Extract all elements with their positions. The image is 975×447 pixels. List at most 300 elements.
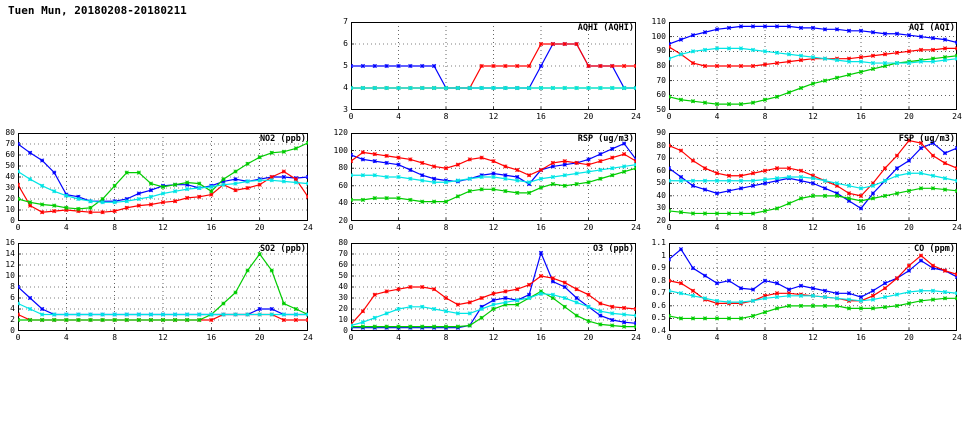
series-marker: [859, 299, 863, 303]
series-marker: [751, 179, 755, 183]
plot-svg-fsp: [669, 133, 957, 221]
series-marker: [397, 325, 401, 329]
series-marker: [270, 307, 274, 311]
series-line-day2: [669, 141, 957, 196]
series-marker: [385, 325, 389, 329]
series-marker: [883, 194, 887, 198]
series-marker: [751, 212, 755, 216]
x-tick-label: 12: [158, 223, 168, 232]
series-marker: [907, 264, 911, 268]
series-marker: [246, 180, 250, 184]
series-marker: [943, 47, 947, 51]
series-marker: [895, 61, 899, 65]
series-marker: [492, 298, 496, 302]
series-marker: [101, 201, 105, 205]
series-marker: [28, 177, 32, 181]
series-marker: [823, 179, 827, 183]
series-marker: [931, 264, 935, 268]
series-marker: [799, 284, 803, 288]
series-marker: [210, 318, 214, 322]
series-marker: [125, 199, 129, 203]
series-marker: [18, 183, 20, 187]
series-marker: [258, 313, 262, 317]
series-marker: [258, 307, 262, 311]
y-tick-label: 80: [5, 128, 15, 137]
series-marker: [551, 182, 555, 186]
series-marker: [294, 147, 298, 151]
series-marker: [361, 64, 365, 68]
series-marker: [409, 285, 413, 289]
y-tick-label: 110: [651, 17, 666, 26]
series-marker: [703, 64, 707, 68]
y-tick-label: 0.6: [651, 300, 666, 310]
series-marker: [587, 170, 591, 174]
series-marker: [727, 26, 731, 30]
series-marker: [18, 313, 20, 317]
series-marker: [669, 45, 671, 49]
series-marker: [270, 313, 274, 317]
series-marker: [551, 175, 555, 179]
series-marker: [835, 304, 839, 308]
series-marker: [504, 64, 508, 68]
series-marker: [173, 190, 177, 194]
series-marker: [775, 281, 779, 285]
series-marker: [444, 180, 448, 184]
series-marker: [955, 166, 957, 170]
series-marker: [420, 179, 424, 183]
series-marker: [811, 82, 815, 86]
series-marker: [691, 184, 695, 188]
series-marker: [563, 281, 567, 285]
series-marker: [468, 189, 472, 193]
series-marker: [955, 189, 957, 193]
series-marker: [444, 86, 448, 90]
series-marker: [210, 313, 214, 317]
series-marker: [432, 307, 436, 311]
series-marker: [775, 51, 779, 55]
series-marker: [931, 289, 935, 293]
series-marker: [222, 302, 226, 306]
series-marker: [610, 86, 614, 90]
series-marker: [610, 156, 614, 160]
y-tick-label: 3: [343, 105, 348, 114]
series-marker: [258, 183, 262, 187]
series-marker: [432, 64, 436, 68]
series-marker: [551, 161, 555, 165]
series-marker: [883, 286, 887, 290]
series-marker: [823, 187, 827, 191]
series-marker: [883, 295, 887, 299]
series-marker: [149, 188, 153, 192]
series-marker: [18, 285, 20, 289]
y-tick-label: 8: [10, 282, 15, 291]
series-marker: [351, 159, 353, 163]
series-marker: [306, 313, 308, 317]
series-marker: [715, 171, 719, 175]
x-tick-label: 4: [714, 112, 720, 121]
series-marker: [468, 177, 472, 181]
series-marker: [504, 165, 508, 169]
series-marker: [727, 189, 731, 193]
series-marker: [622, 320, 626, 324]
y-tick-label: 4: [10, 304, 15, 313]
series-marker: [294, 318, 298, 322]
chart-title-co: CO (ppm): [914, 244, 955, 254]
series-marker: [703, 179, 707, 183]
series-marker: [871, 61, 875, 65]
series-marker: [282, 313, 286, 317]
series-marker: [955, 57, 957, 61]
series-marker: [727, 212, 731, 216]
series-marker: [527, 173, 531, 177]
series-marker: [859, 70, 863, 74]
series-marker: [161, 313, 165, 317]
x-tick-label: 0: [348, 333, 354, 342]
series-marker: [691, 99, 695, 103]
series-marker: [539, 177, 543, 181]
series-marker: [361, 158, 365, 162]
series-marker: [811, 176, 815, 180]
series-marker: [634, 86, 636, 90]
series-marker: [28, 201, 32, 205]
x-tick-label: 0: [15, 333, 21, 342]
series-marker: [444, 200, 448, 204]
series-marker: [527, 283, 531, 287]
series-marker: [575, 182, 579, 186]
chart-title-no2: NO2 (ppb): [259, 134, 306, 144]
series-marker: [622, 325, 626, 329]
series-marker: [515, 287, 519, 291]
y-tick-label: 0.4: [651, 326, 666, 335]
series-marker: [587, 86, 591, 90]
y-tick-label: 60: [656, 165, 666, 175]
series-marker: [811, 26, 815, 30]
series-marker: [468, 86, 472, 90]
series-marker: [811, 181, 815, 185]
series-marker: [563, 305, 567, 309]
series-marker: [539, 251, 543, 255]
series-marker: [185, 181, 189, 185]
series-marker: [480, 64, 484, 68]
series-marker: [691, 61, 695, 65]
series-marker: [52, 313, 56, 317]
series-marker: [294, 307, 298, 311]
x-tick-label: 20: [254, 333, 265, 342]
series-marker: [52, 190, 56, 194]
series-marker: [351, 324, 353, 328]
series-marker: [89, 206, 93, 210]
series-marker: [515, 303, 519, 307]
series-marker: [727, 300, 731, 304]
series-marker: [515, 175, 519, 179]
series-marker: [409, 168, 413, 172]
series-marker: [775, 207, 779, 211]
series-marker: [270, 151, 274, 155]
series-marker: [679, 175, 683, 179]
series-marker: [18, 142, 20, 146]
series-marker: [787, 91, 791, 95]
series-marker: [40, 307, 44, 311]
series-marker: [373, 86, 377, 90]
series-marker: [551, 296, 555, 300]
series-marker: [397, 307, 401, 311]
series-marker: [563, 86, 567, 90]
series-marker: [622, 64, 626, 68]
series-marker: [492, 159, 496, 163]
y-tick-label: 2: [10, 315, 15, 324]
series-marker: [373, 152, 377, 156]
series-marker: [444, 309, 448, 313]
series-marker: [420, 161, 424, 165]
series-marker: [703, 212, 707, 216]
series-marker: [799, 54, 803, 58]
y-tick-label: 10: [5, 205, 15, 214]
series-marker: [679, 281, 683, 285]
series-marker: [883, 305, 887, 309]
series-marker: [432, 325, 436, 329]
series-marker: [282, 150, 286, 154]
x-tick-label: 8: [762, 223, 768, 232]
x-tick-label: 0: [666, 112, 672, 121]
series-marker: [385, 290, 389, 294]
series-marker: [883, 281, 887, 285]
series-marker: [775, 295, 779, 299]
series-marker: [669, 289, 671, 293]
series-marker: [622, 86, 626, 90]
x-tick-label: 16: [856, 223, 866, 232]
series-marker: [587, 158, 591, 162]
chart-panel-aqhi: [343, 17, 641, 121]
series-marker: [799, 169, 803, 173]
series-marker: [823, 57, 827, 61]
y-tick-label: 60: [338, 180, 348, 190]
series-marker: [703, 30, 707, 34]
series-marker: [28, 296, 32, 300]
series-marker: [575, 172, 579, 176]
series-marker: [907, 269, 911, 273]
series-marker: [811, 294, 815, 298]
series-marker: [456, 325, 460, 329]
series-marker: [669, 166, 671, 170]
series-marker: [575, 314, 579, 318]
x-tick-label: 20: [904, 112, 914, 121]
series-marker: [101, 313, 105, 317]
series-marker: [622, 313, 626, 317]
x-tick-label: 12: [488, 333, 499, 342]
series-marker: [739, 25, 743, 29]
series-marker: [113, 209, 117, 213]
series-marker: [943, 151, 947, 155]
y-tick-label: 10: [338, 315, 348, 324]
chart-title-so2: SO2 (ppb): [259, 244, 306, 254]
series-marker: [77, 313, 81, 317]
series-marker: [456, 303, 460, 307]
series-marker: [919, 254, 923, 258]
series-marker: [599, 159, 603, 163]
series-marker: [185, 313, 189, 317]
series-marker: [895, 276, 899, 280]
y-tick-label: 60: [656, 90, 666, 100]
series-marker: [551, 280, 555, 284]
series-marker: [52, 318, 56, 322]
series-marker: [137, 171, 141, 175]
series-marker: [575, 42, 579, 46]
series-marker: [703, 274, 707, 278]
series-marker: [504, 301, 508, 305]
series-marker: [504, 86, 508, 90]
y-tick-label: 90: [656, 46, 666, 56]
y-tick-label: 60: [338, 260, 348, 269]
series-marker: [480, 307, 484, 311]
chart-title-aqhi: AQHI (AQHI): [577, 23, 634, 33]
series-marker: [397, 156, 401, 160]
series-marker: [871, 30, 875, 34]
series-marker: [539, 86, 543, 90]
chart-title-fsp: FSP (ug/m3): [898, 134, 955, 144]
series-marker: [763, 98, 767, 102]
series-marker: [871, 192, 875, 196]
series-marker: [895, 32, 899, 36]
series-marker: [351, 173, 353, 177]
series-marker: [931, 298, 935, 302]
series-marker: [409, 64, 413, 68]
series-marker: [587, 319, 591, 323]
series-marker: [161, 201, 165, 205]
series-marker: [739, 179, 743, 183]
series-marker: [575, 287, 579, 291]
series-marker: [420, 86, 424, 90]
series-marker: [727, 174, 731, 178]
series-marker: [811, 55, 815, 59]
series-marker: [563, 159, 567, 163]
series-marker: [222, 177, 226, 181]
y-tick-label: 0.7: [651, 288, 666, 298]
series-marker: [823, 194, 827, 198]
series-marker: [931, 36, 935, 40]
series-marker: [883, 61, 887, 65]
y-tick-label: 30: [656, 203, 666, 213]
series-marker: [539, 186, 543, 190]
series-marker: [610, 173, 614, 177]
series-marker: [587, 64, 591, 68]
series-marker: [727, 317, 731, 321]
series-marker: [282, 318, 286, 322]
series-marker: [907, 302, 911, 306]
series-marker: [137, 313, 141, 317]
series-marker: [161, 318, 165, 322]
series-marker: [492, 303, 496, 307]
series-marker: [420, 285, 424, 289]
series-marker: [385, 154, 389, 158]
series-marker: [468, 158, 472, 162]
series-marker: [420, 305, 424, 309]
series-marker: [234, 177, 238, 181]
series-marker: [492, 292, 496, 296]
series-marker: [409, 305, 413, 309]
series-marker: [282, 180, 286, 184]
series-marker: [919, 35, 923, 39]
plot-svg-rsp: [351, 133, 636, 221]
series-marker: [599, 323, 603, 327]
series-marker: [669, 279, 671, 283]
series-marker: [599, 309, 603, 313]
series-marker: [859, 187, 863, 191]
y-tick-label: 80: [656, 140, 666, 150]
series-marker: [77, 207, 81, 211]
y-tick-label: 40: [338, 198, 348, 208]
series-marker: [504, 296, 508, 300]
series-marker: [539, 168, 543, 172]
series-marker: [409, 177, 413, 181]
series-marker: [246, 313, 250, 317]
series-marker: [77, 197, 81, 201]
series-marker: [149, 203, 153, 207]
series-marker: [739, 102, 743, 106]
y-tick-label: 70: [5, 139, 15, 148]
series-marker: [306, 318, 308, 322]
x-tick-label: 4: [396, 223, 401, 232]
series-marker: [919, 146, 923, 150]
series-marker: [943, 176, 947, 180]
series-marker: [397, 64, 401, 68]
series-marker: [351, 86, 353, 90]
y-tick-label: 20: [5, 194, 15, 203]
y-tick-label: 100: [651, 31, 666, 41]
series-marker: [527, 191, 531, 195]
series-marker: [222, 313, 226, 317]
series-marker: [515, 86, 519, 90]
series-marker: [89, 199, 93, 203]
series-marker: [480, 316, 484, 320]
series-marker: [715, 28, 719, 32]
series-marker: [907, 171, 911, 175]
y-tick-label: 70: [656, 153, 666, 163]
series-marker: [895, 293, 899, 297]
series-marker: [197, 195, 201, 199]
series-marker: [197, 318, 201, 322]
series-marker: [197, 182, 201, 186]
series-marker: [847, 29, 851, 33]
series-marker: [799, 58, 803, 62]
series-marker: [373, 159, 377, 163]
x-tick-label: 20: [583, 223, 594, 232]
x-tick-label: 0: [666, 333, 672, 342]
series-marker: [871, 307, 875, 311]
y-tick-label: 90: [656, 128, 666, 137]
series-marker: [727, 64, 731, 68]
series-marker: [409, 158, 413, 162]
series-marker: [859, 307, 863, 311]
series-marker: [234, 170, 238, 174]
y-tick-label: 1: [661, 250, 666, 260]
series-marker: [787, 52, 791, 56]
x-tick-label: 20: [904, 333, 914, 342]
series-marker: [137, 318, 141, 322]
series-marker: [622, 152, 626, 156]
series-marker: [432, 165, 436, 169]
series-marker: [799, 179, 803, 183]
series-marker: [444, 166, 448, 170]
y-tick-label: 100: [333, 145, 348, 155]
series-marker: [763, 63, 767, 67]
series-marker: [775, 166, 779, 170]
series-marker: [270, 175, 274, 179]
series-marker: [113, 313, 117, 317]
series-marker: [385, 64, 389, 68]
series-marker: [563, 296, 567, 300]
x-tick-label: 8: [443, 112, 449, 121]
series-marker: [835, 181, 839, 185]
